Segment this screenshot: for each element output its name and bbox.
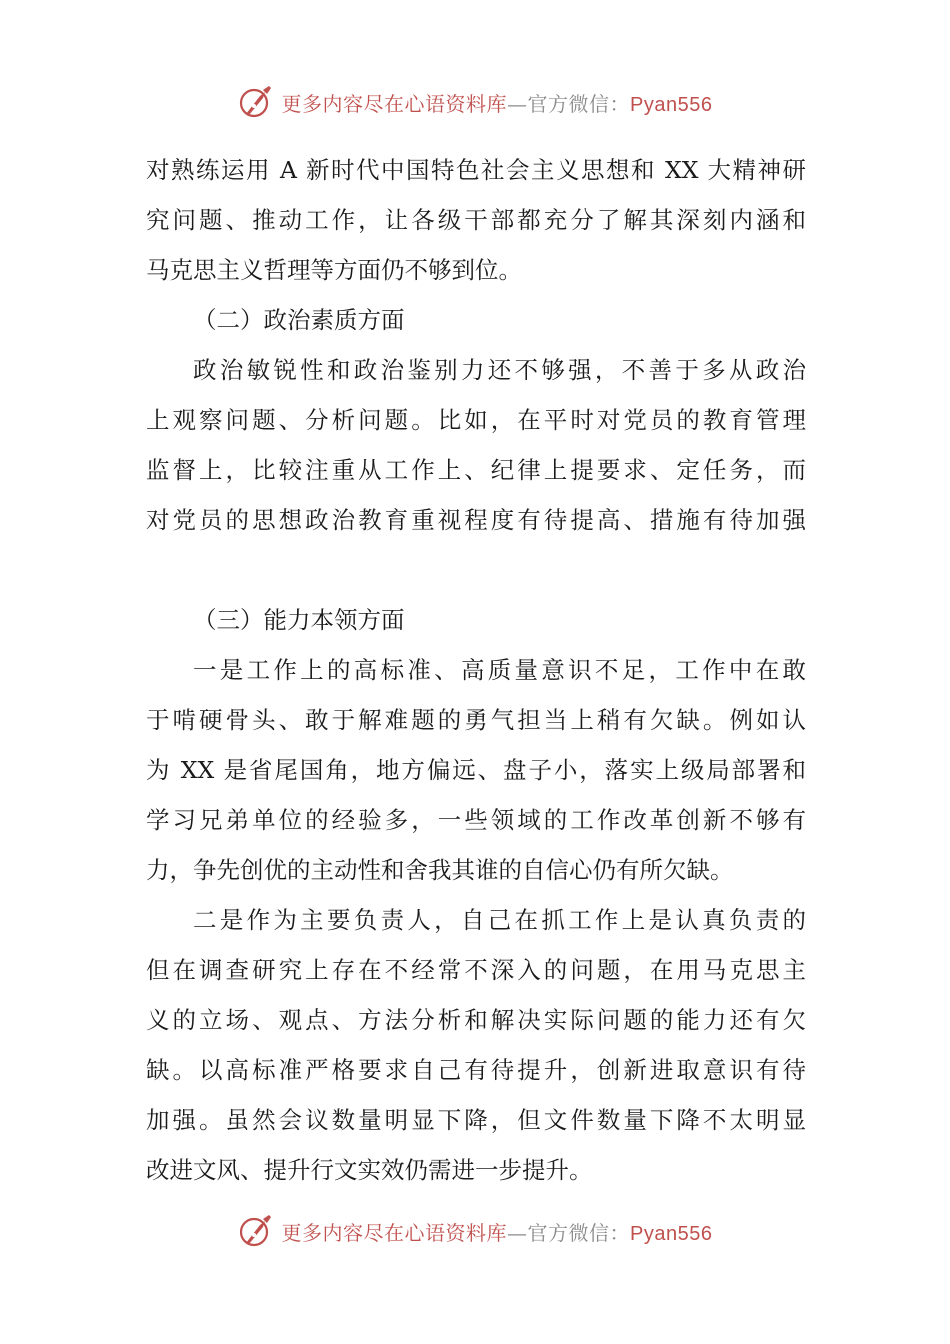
watermark-wechat-label: 官方微信： (527, 1220, 631, 1245)
text-line: 马克思主义哲理等方面仍不够到位。 (146, 256, 522, 284)
text-line: 力，争先创优的主动性和舍我其谁的自信心仍有所欠缺。 (146, 856, 734, 884)
text-line: 二是作为主要负责人，自己在抓工作上是认真负责的 (193, 906, 806, 934)
text-line: 上观察问题、分析问题。比如，在平时对党员的教育管理 (146, 406, 806, 434)
text-line: 一是工作上的高标准、高质量意识不足，工作中在敢 (193, 656, 806, 684)
text-line: 缺。以高标准严格要求自己有待提升，创新进取意识有待 (146, 1056, 806, 1084)
text-line: 但在调查研究上存在不经常不深入的问题，在用马克思主 (146, 956, 806, 984)
text-line: 究问题、推动工作，让各级干部都充分了解其深刻内涵和 (146, 206, 806, 234)
watermark-dash: — (507, 91, 528, 116)
watermark-dash: — (507, 1220, 528, 1245)
footer-watermark (0, 1211, 950, 1251)
section-heading-3: （三）能力本领方面 (193, 606, 405, 634)
text-line: 加强。虽然会议数量明显下降，但文件数量下降不太明显 (146, 1106, 806, 1134)
text-line: 改进文风、提升行文实效仍需进一步提升。 (146, 1156, 593, 1184)
text-line: 学习兄弟单位的经验多，一些领域的工作改革创新不够有 (146, 806, 806, 834)
paragraph-3 (146, 645, 806, 895)
watermark-text (282, 1217, 713, 1246)
text-line: 于啃硬骨头、敢于解难题的勇气担当上稍有欠缺。例如认 (146, 706, 806, 734)
paragraph-1 (146, 145, 806, 295)
header-watermark (0, 82, 950, 122)
document-body (146, 145, 806, 1195)
text-line: 为 XX 是省尾国角，地方偏远、盘子小，落实上级局部署和 (146, 756, 806, 784)
pen-nib-logo-icon (238, 1213, 274, 1249)
watermark-wechat-handle: Pyan556 (630, 1222, 713, 1245)
text-line: 对党员的思想政治教育重视程度有待提高、措施有待加强 (146, 506, 806, 534)
watermark-brand: 更多内容尽在心语资料库 (281, 91, 508, 116)
pen-nib-logo-icon (238, 84, 274, 120)
text-line: 政治敏锐性和政治鉴别力还不够强，不善于多从政治 (193, 356, 806, 384)
blank-line (146, 545, 806, 595)
text-line: 义的立场、观点、方法分析和解决实际问题的能力还有欠 (146, 1006, 806, 1034)
text-line: 监督上，比较注重从工作上、纪律上提要求、定任务，而 (146, 456, 806, 484)
section-heading-2: （二）政治素质方面 (193, 306, 405, 334)
watermark-wechat-label: 官方微信： (527, 91, 631, 116)
watermark-wechat-handle: Pyan556 (630, 93, 713, 116)
paragraph-2 (146, 345, 806, 545)
text-line: 对熟练运用 A 新时代中国特色社会主义思想和 XX 大精神研 (146, 156, 806, 184)
paragraph-4 (146, 895, 806, 1195)
watermark-text (282, 88, 713, 117)
watermark-brand: 更多内容尽在心语资料库 (281, 1220, 508, 1245)
